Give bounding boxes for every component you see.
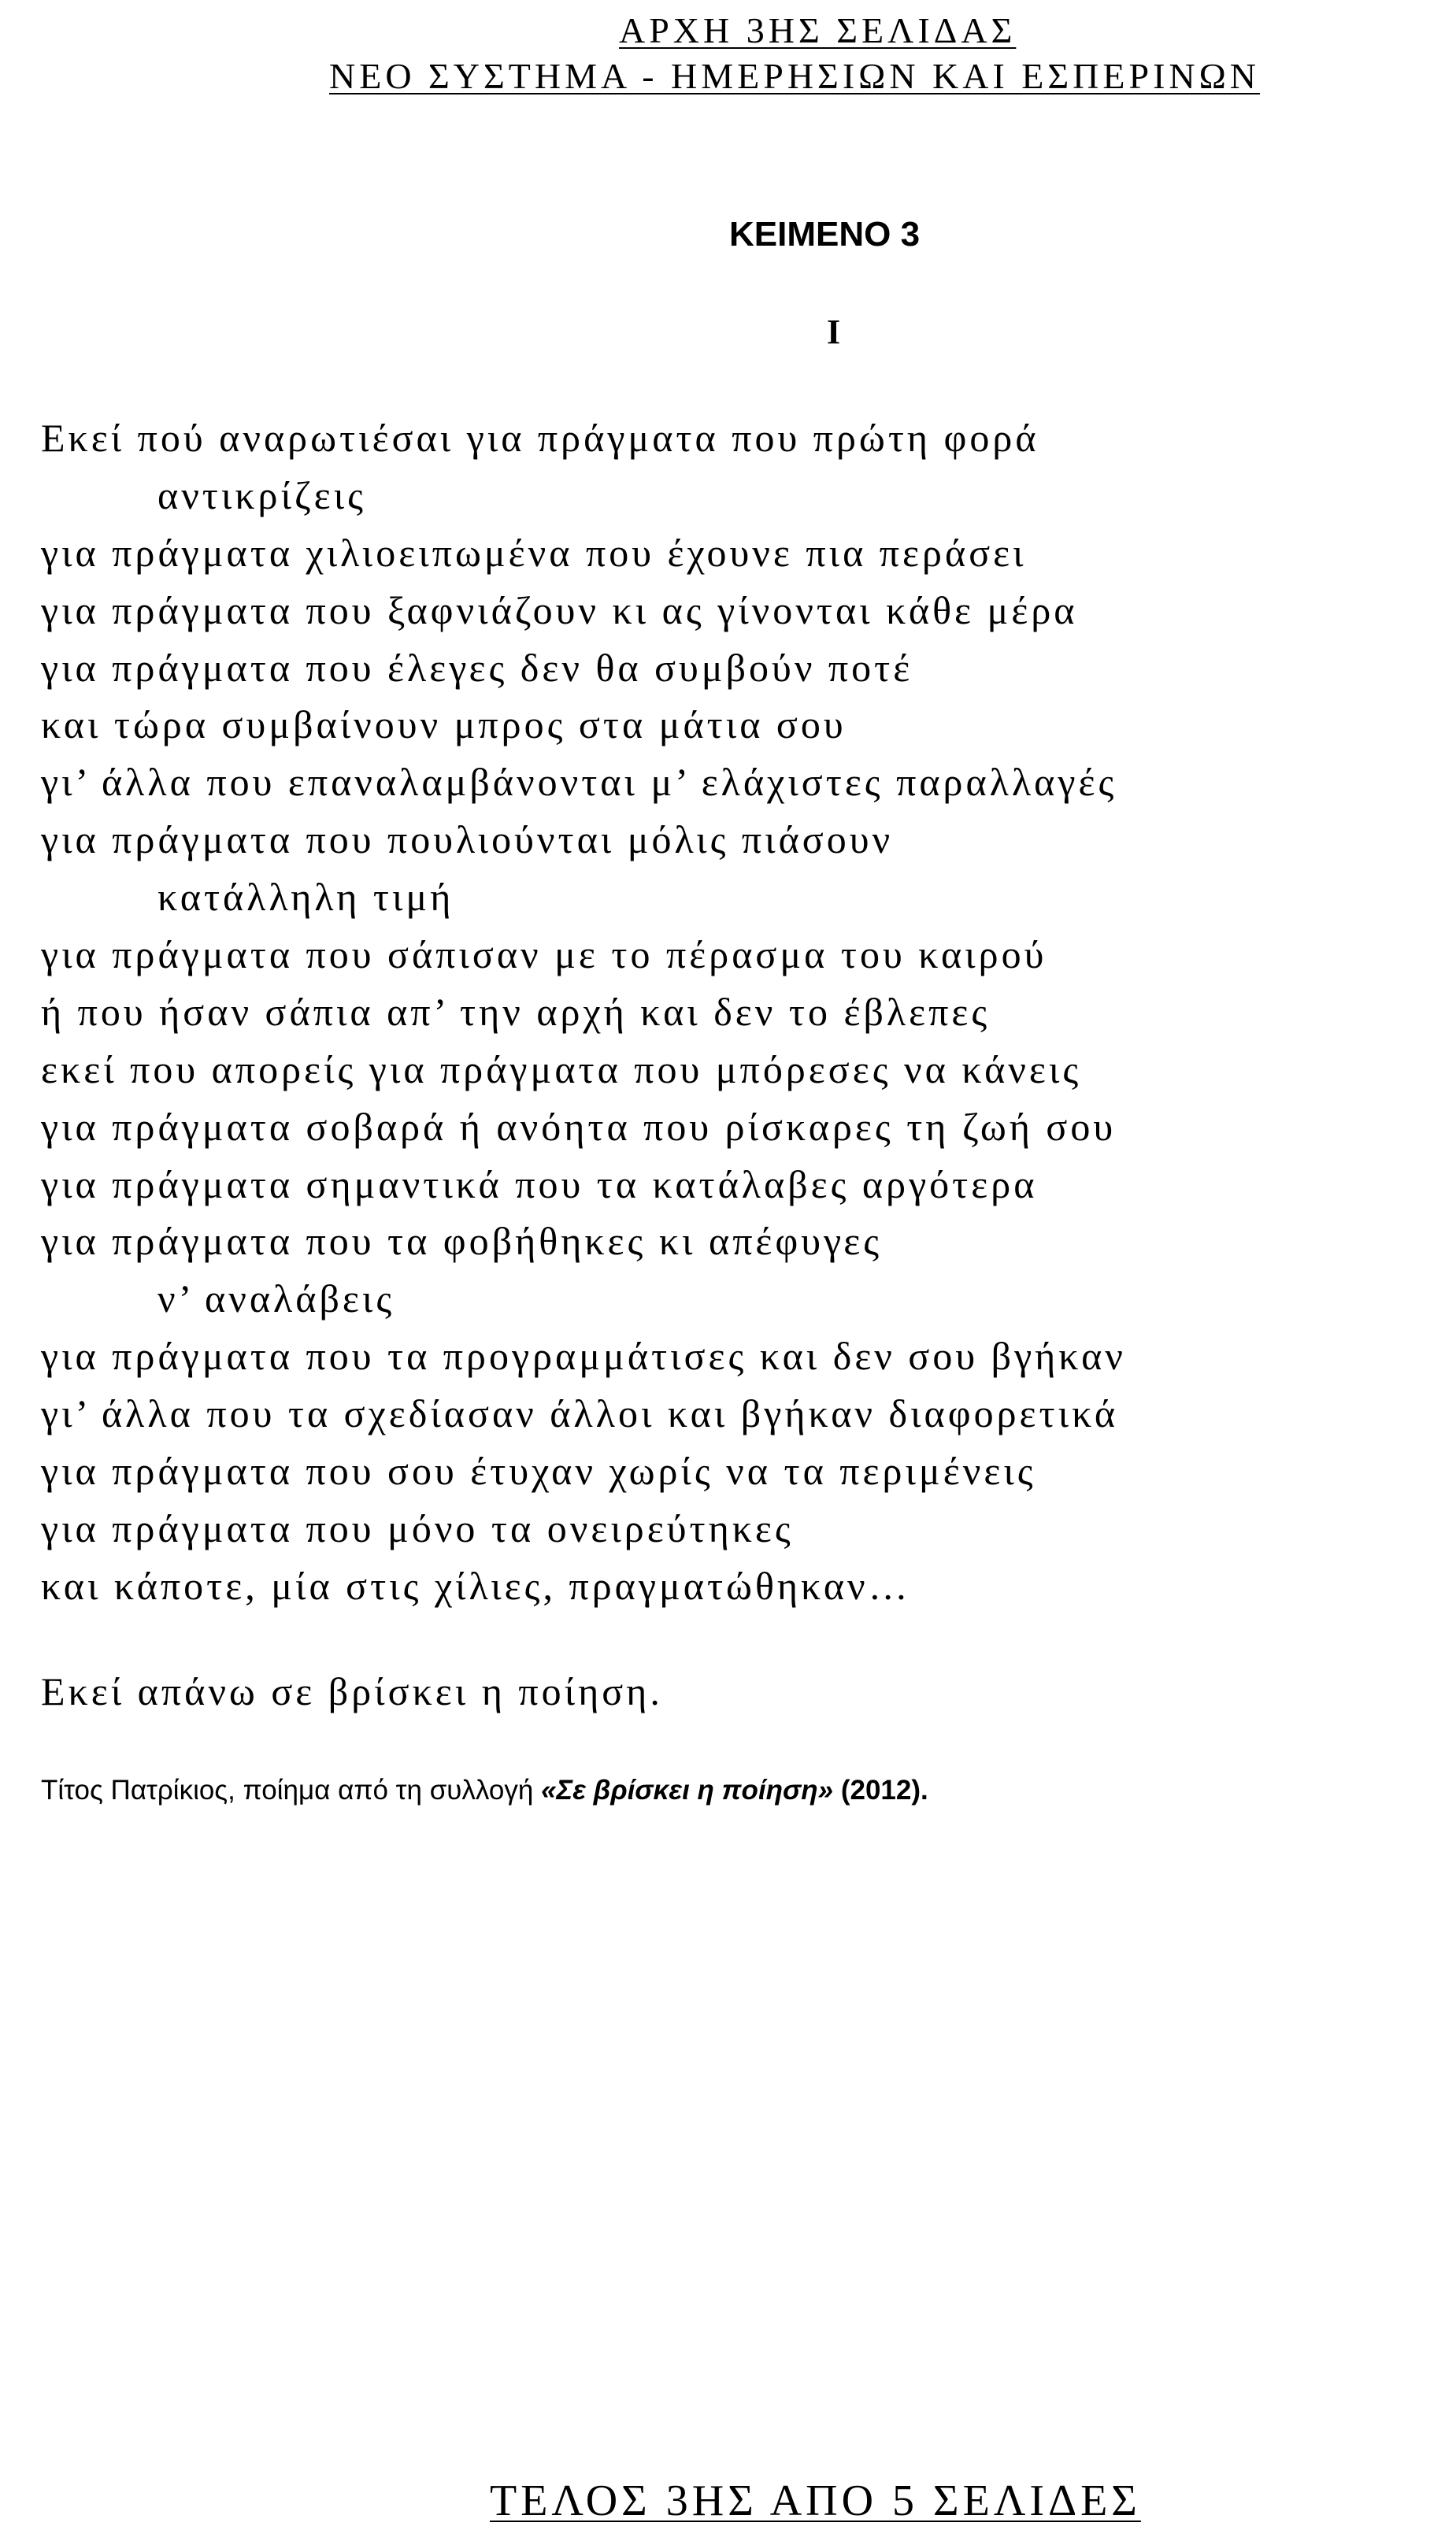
poem-line: κατάλληλη τιμή	[157, 875, 454, 920]
poem-line: Εκεί πού αναρωτιέσαι για πράγματα που πρώτη φορά	[41, 416, 1039, 460]
poem-line: για πράγματα που τα φοβήθηκες κι απέφυγες	[41, 1219, 883, 1264]
poem-line: για πράγματα που τα προγραμμάτισες και δεν σου βγήκαν	[41, 1334, 1126, 1379]
source-citation	[41, 1776, 928, 1804]
poem	[41, 409, 1126, 1615]
poem-line: για πράγματα που μόνο τα ονειρεύτηκες	[41, 1506, 794, 1550]
section-number: Ι	[827, 313, 841, 351]
poem-line: ή που ήσαν σάπια απ’ την αρχή και δεν το έβλεπες	[41, 989, 991, 1034]
page-footer: ΤΕΛΟΣ 3ΗΣ ΑΠΟ 5 ΣΕΛΙΔΕΣ	[490, 2476, 1141, 2525]
poem-line: για πράγματα που έλεγες δεν θα συμβούν ποτέ	[41, 645, 913, 690]
poem-line: για πράγματα χιλιοειπωμένα που έχουνε πια περάσει	[41, 530, 1027, 575]
poem-line: για πράγματα που σου έτυχαν χωρίς να τα περιμένεις	[41, 1449, 1036, 1494]
poem-line: εκεί που απορείς για πράγματα που μπόρεσες να κάνεις	[41, 1046, 1082, 1091]
poem-line: για πράγματα σοβαρά ή ανόητα που ρίσκαρες τη ζωή σου	[41, 1104, 1117, 1149]
poem-line: και τώρα συμβαίνουν μπρος στα μάτια σου	[41, 702, 847, 747]
poem-line: γι’ άλλα που επαναλαμβάνονται μ’ ελάχιστες παραλλαγές	[41, 760, 1117, 805]
poem-line: ν’ αναλάβεις	[157, 1276, 395, 1321]
text-title: ΚΕΙΜΕΝΟ 3	[729, 215, 921, 254]
poem-line: για πράγματα που σάπισαν με το πέρασμα του καιρού	[41, 932, 1047, 977]
poem-line: γι’ άλλα που τα σχεδίασαν άλλοι και βγήκαν διαφορετικά	[41, 1391, 1119, 1436]
poem-line: για πράγματα που ξαφνιάζουν κι ας γίνονται κάθε μέρα	[41, 587, 1078, 632]
poem-line: για πράγματα που πουλιούνται μόλις πιάσουν	[41, 817, 894, 862]
source-author-prefix: Τίτος Πατρίκιος, ποίημα από τη συλλογή	[41, 1775, 542, 1806]
poem-line: αντικρίζεις	[157, 472, 366, 517]
page-header-start: ΑΡΧΗ 3ΗΣ ΣΕΛΙΔΑΣ	[619, 10, 1017, 50]
poem-final-line: Εκεί απάνω σε βρίσκει η ποίηση.	[41, 1669, 663, 1713]
poem-line: για πράγματα σημαντικά που τα κατάλαβες αργότερα	[41, 1161, 1038, 1206]
source-year: (2012).	[833, 1775, 928, 1806]
source-collection-title: «Σε βρίσκει η ποίηση»	[541, 1775, 834, 1806]
page-header-system: ΝΕΟ ΣΥΣΤΗΜΑ - ΗΜΕΡΗΣΙΩΝ ΚΑΙ ΕΣΠΕΡΙΝΩΝ	[329, 56, 1261, 96]
poem-line: και κάποτε, μία στις χίλιες, πραγματώθηκαν…	[41, 1563, 911, 1608]
